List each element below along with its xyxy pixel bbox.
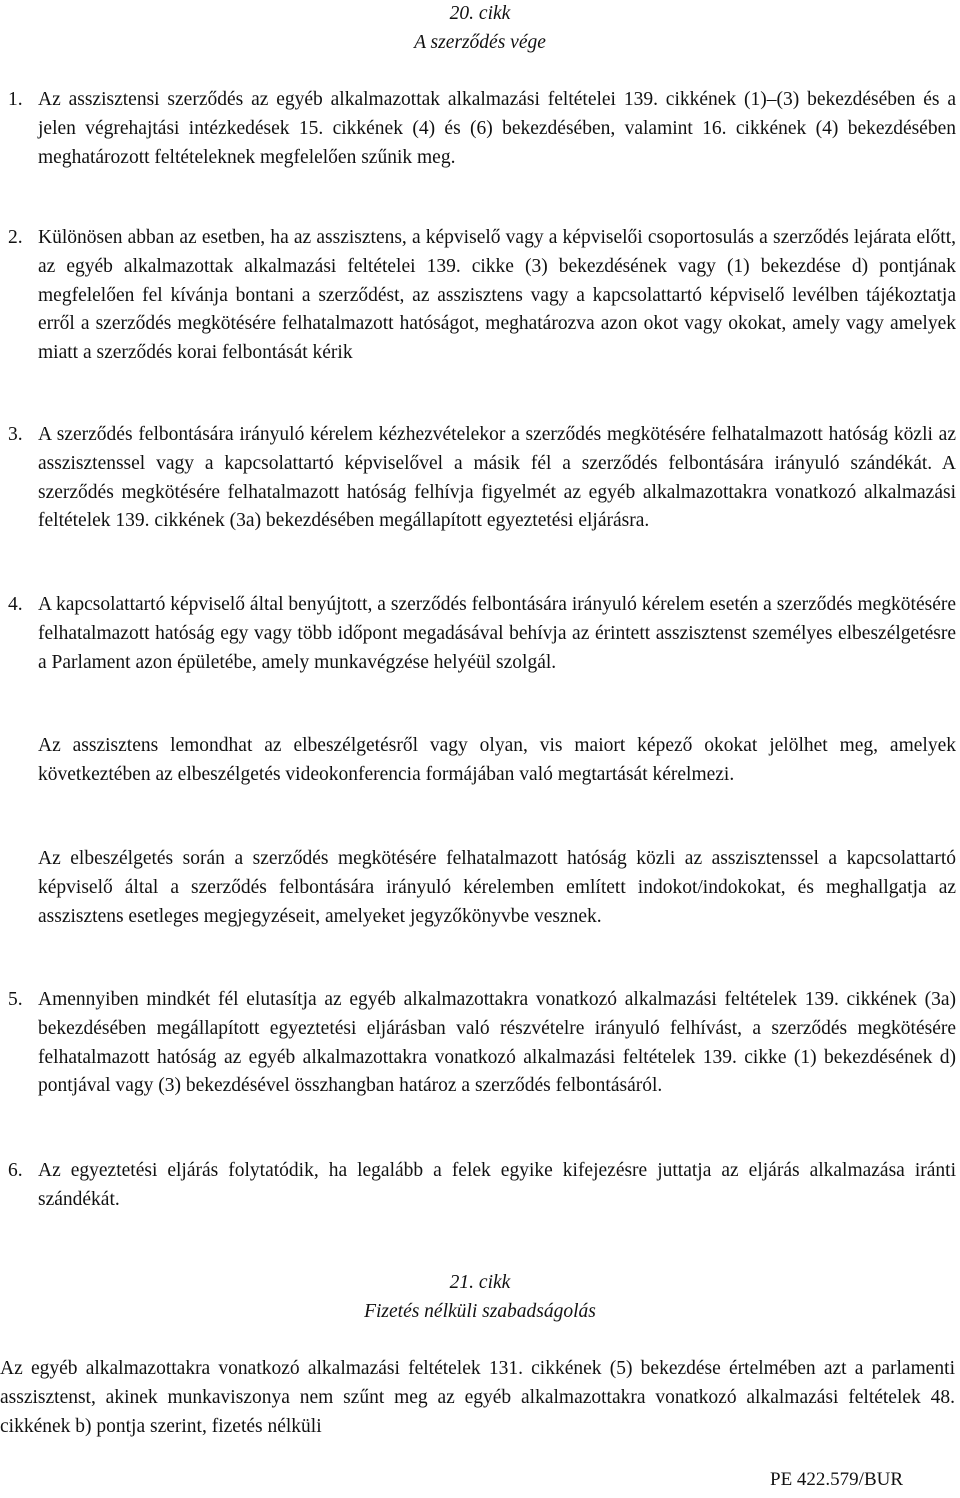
article-20-number: 20. cikk (449, 3, 511, 24)
article-21-number: 21. cikk (449, 1272, 511, 1293)
paragraph-text: A szerződés felbontására irányuló kérelem kézhezvételekor a szerződés megkötésére felhatalmazott hatóság közli az asszisztenssel vagy a kapcsolattartó képviselővel a másik fél a szerződés felbontására irányuló szándékát. A szerződés megkötésére felhatalmazott hatóság felhívja figyelmét az egyéb alkalmazottakra vonatkozó alkalmazási feltételek 139. cikkének (3a) bekezdésében megállapított egyeztetési eljárásra. (38, 424, 956, 532)
paragraph-number: 4. (8, 594, 23, 615)
article-21-title: Fizetés nélküli szabadságolás (364, 1301, 596, 1322)
paragraph-number: 1. (8, 89, 23, 110)
paragraph-text: Az asszisztens lemondhat az elbeszélgetésről vagy olyan, vis maiort képező okokat jelölhet meg, amelyek következtében az elbeszélgetés videokonferencia formájában való megtartását kérelmezi. (38, 735, 956, 785)
paragraph-text: Amennyiben mindkét fél elutasítja az egyéb alkalmazottakra vonatkozó alkalmazási feltételek 139. cikkének (3a) bekezdésében megállapított egyeztetési eljárásban való részvételre irányuló felhívást, a szerződés megkötésére felhatalmazott hatóság az egyéb alkalmazottakra vonatkozó alkalmazási feltételek 139. cikke (1) bekezdésének d) pontjával vagy (3) bekezdésével összhangban határoz a szerződés felbontásáról. (38, 989, 956, 1097)
paragraph-number: 2. (8, 227, 23, 248)
paragraph-text: Az asszisztensi szerződés az egyéb alkalmazottak alkalmazási feltételei 139. cikkének (1)–(3) bekezdésében és a jelen végrehajtási intézkedések 15. cikkének (4) és (6) bekezdésében, valamint 16. cikkének (4) bekezdésében meghatározott feltételeknek megfelelően szűnik meg. (38, 89, 956, 168)
article-20-title: A szerződés vége (414, 32, 546, 53)
paragraph-text: Az elbeszélgetés során a szerződés megkötésére felhatalmazott hatóság közli az asszisztenssel a kapcsolattartó képviselő által a szerződés felbontására irányuló kérelemben említett indokot/indokokat, és meghallgatja az asszisztens esetleges megjegyzéseit, amelyeket jegyzőkönyvbe vesznek. (38, 848, 956, 927)
paragraph-text: A kapcsolattartó képviselő által benyújtott, a szerződés felbontására irányuló kérelem esetén a szerződés megkötésére felhatalmazott hatóság egy vagy több időpont megadásával behívja az érintett asszisztenst személyes elbeszélgetésre a Parlament azon épületébe, amely munkavégzése helyéül szolgál. (38, 594, 956, 673)
paragraph-number: 3. (8, 424, 23, 445)
paragraph-text: Különösen abban az esetben, ha az asszisztens, a képviselő vagy a képviselői csoportosulás a szerződés lejárata előtt, az egyéb alkalmazottak alkalmazási feltételei 139. cikke (3) bekezdésének vagy (1) bekezdése d) pontjának megfelelően fel kívánja bontani a szerződést, az asszisztens vagy a kapcsolattartó képviselő levélben tájékoztatja erről a szerződés megkötésére felhatalmazott hatóságot, meghatározva azon okot vagy okokat, amely vagy amelyek miatt a szerződés korai felbontását kérik (38, 227, 956, 364)
document-reference: PE 422.579/BUR (770, 1469, 904, 1490)
paragraph-number: 6. (8, 1160, 23, 1181)
paragraph-text: Az egyeztetési eljárás folytatódik, ha legalább a felek egyike kifejezésre juttatja az eljárás alkalmazása iránti szándékát. (38, 1160, 956, 1210)
paragraph-number: 5. (8, 989, 23, 1010)
article-21-text: Az egyéb alkalmazottakra vonatkozó alkalmazási feltételek 131. cikkének (5) bekezdése értelmében azt a parlamenti asszisztenst, akinek munkaviszonya nem szűnt meg az egyéb alkalmazottakra vonatkozó alkalmazási feltételek 48. cikkének b) pontja szerint, fizetés nélküli (0, 1358, 955, 1437)
